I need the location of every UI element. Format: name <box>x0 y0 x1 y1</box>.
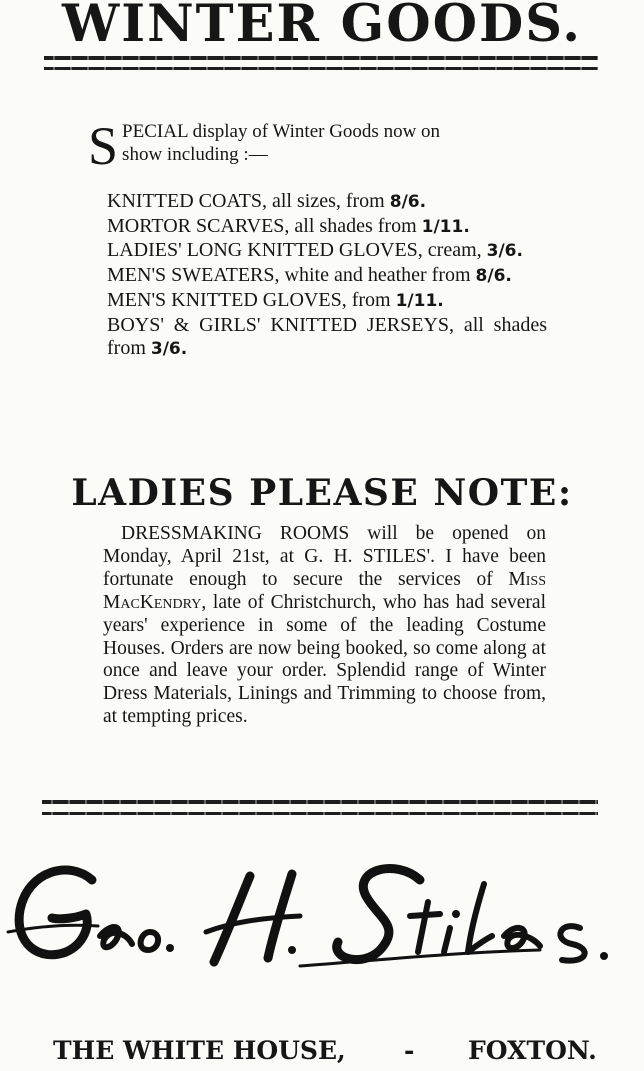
item-text: MEN'S SWEATERS, white and heather from <box>107 264 476 287</box>
item-text: LADIES' LONG KNITTED GLOVES, cream, <box>107 239 487 262</box>
list-item <box>107 239 547 264</box>
item-text: MORTOR SCARVES, all shades from <box>107 214 422 237</box>
bottom-rule-1 <box>42 800 598 804</box>
headline: WINTER GOODS. <box>61 0 583 54</box>
item-price: 1/11. <box>421 216 470 237</box>
list-item <box>107 314 547 362</box>
notice-name: Miss MacKendry, <box>103 568 546 613</box>
item-text: BOYS' & GIRLS' KNITTED JERSEYS, all shades from <box>107 313 547 360</box>
intro-line-1: PECIAL display of Winter Goods now on <box>122 121 441 142</box>
signature-script <box>0 840 644 990</box>
bottom-rule-2 <box>42 812 598 815</box>
footer-left: THE WHITE HOUSE, <box>53 1036 346 1065</box>
notice-heading: LADIES PLEASE NOTE: <box>71 472 573 514</box>
intro-line-2: show including :— <box>122 144 268 165</box>
top-rule-2 <box>44 67 598 70</box>
intro-paragraph <box>88 116 568 176</box>
list-item <box>107 289 547 314</box>
item-price: 1/11. <box>395 290 444 311</box>
list-item <box>107 190 547 215</box>
item-text: KNITTED COATS, all sizes, from <box>107 190 390 212</box>
item-price: 8/6. <box>475 266 512 287</box>
notice-text-2: late of Christchurch, who has had several years' experience in some of the leading Costume Houses. Orders are now being booked, so come along at once and leave your order. Splendid range of Winter Dress Materials, Linings and Trimming to choose from, at tempting prices. <box>103 591 546 728</box>
notice-paragraph <box>103 523 546 729</box>
item-list <box>107 190 547 362</box>
item-price: 8/6. <box>389 192 427 212</box>
list-item <box>107 215 547 240</box>
item-price: 3/6. <box>150 339 188 360</box>
signature-icon <box>0 840 644 990</box>
footer-dash: - <box>404 1036 415 1065</box>
item-price: 3/6. <box>486 241 523 262</box>
item-text: MEN'S KNITTED GLOVES, from <box>107 288 396 311</box>
intro-dropcap: S <box>88 116 119 176</box>
top-rule-1 <box>44 56 598 60</box>
footer-right: FOXTON. <box>468 1036 597 1065</box>
notice-text-1: DRESSMAKING ROOMS will be opened on Monday, April 21st, at G. H. STILES'. I have been fortunate enough to secure the services of <box>103 523 546 590</box>
list-item <box>107 264 547 289</box>
